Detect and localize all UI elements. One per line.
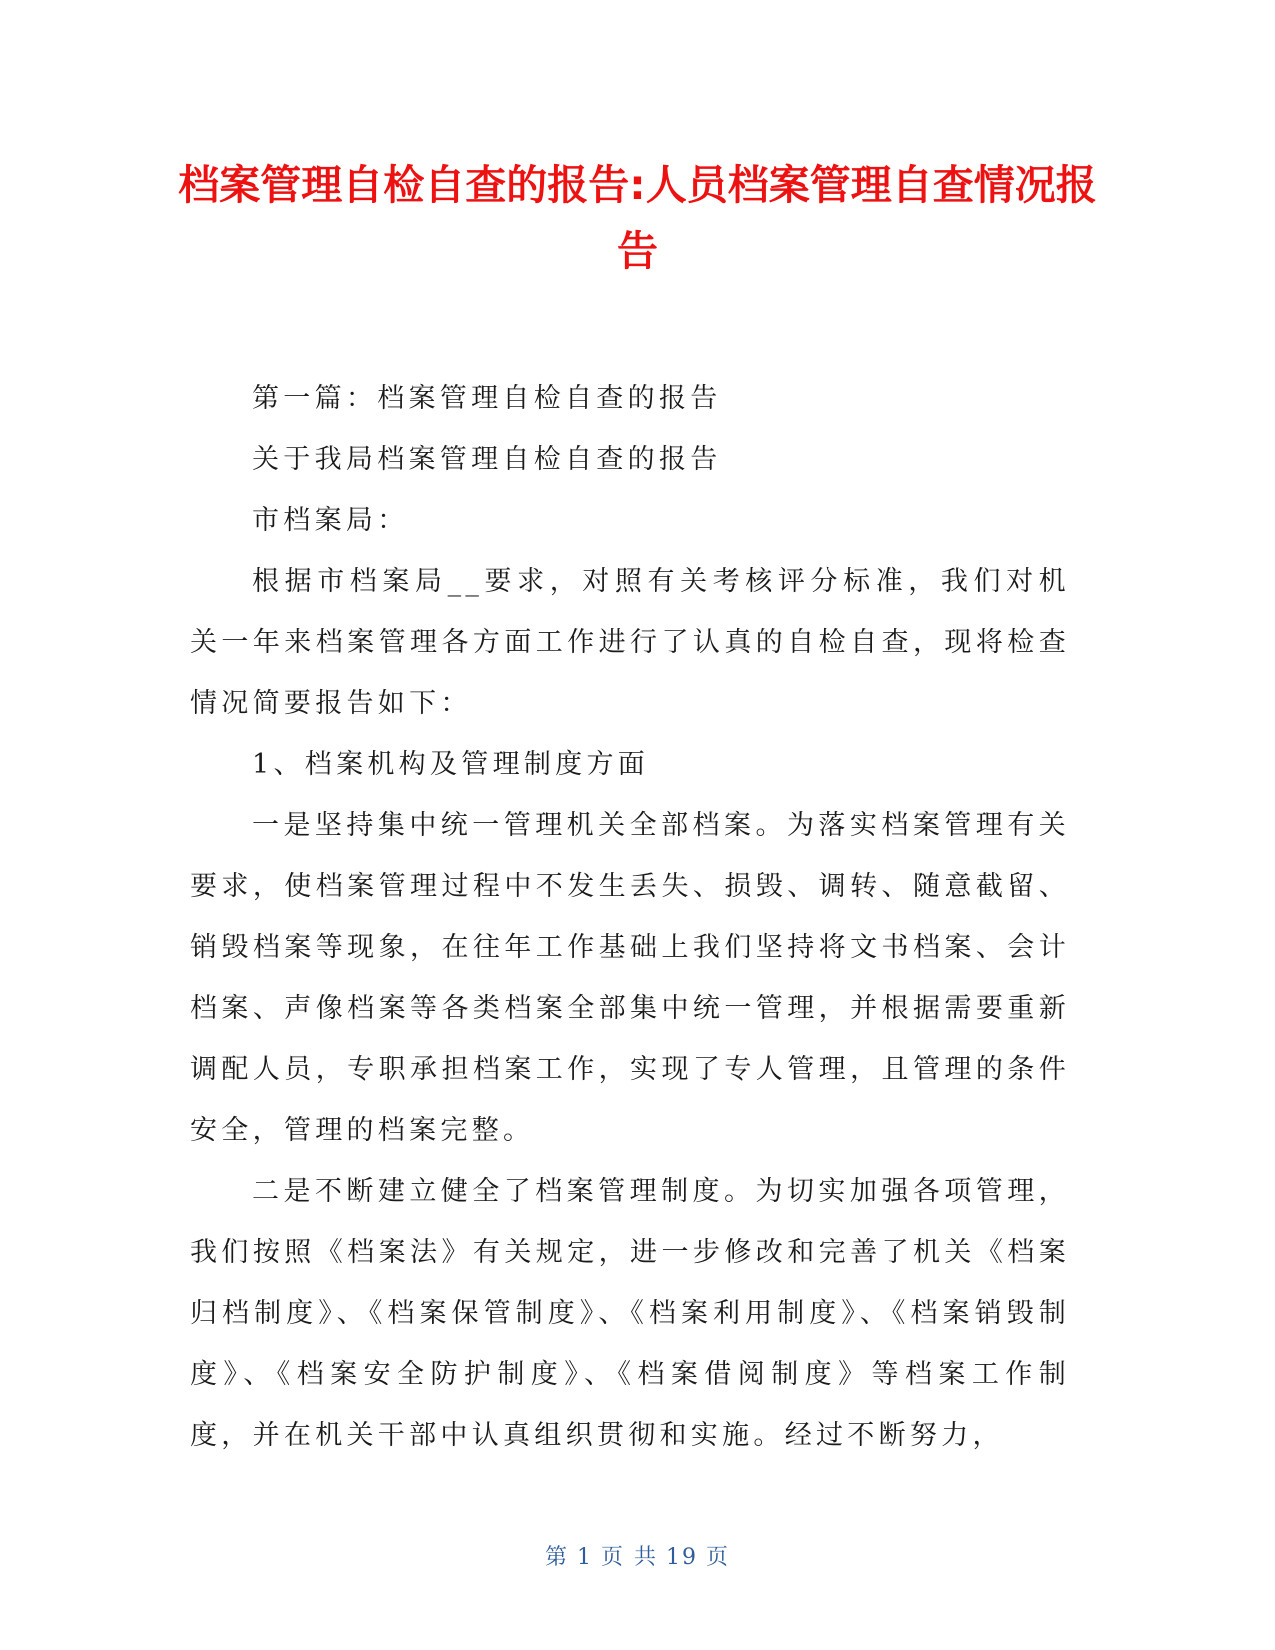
document-title: 档案管理自检自查的报告:人员档案管理自查情况报告 xyxy=(178,161,1097,275)
footer-current-page: 1 xyxy=(577,1545,593,1570)
paragraph-point-one: 一是坚持集中统一管理机关全部档案。为落实档案管理有关要求，使档案管理过程中不发生丢失、损毁、调转、随意截留、销毁档案等现象，在往年工作基础上我们坚持将文书档案、会计档案、声像档案等各类档案全部集中统一管理，并根据需要重新调配人员，专职承担档案工作，实现了专人管理，且管理的条件安全，管理的档案完整。 xyxy=(190,810,1070,1146)
page-footer xyxy=(0,1540,1275,1571)
paragraph-intro: 根据市档案局__要求，对照有关考核评分标准，我们对机关一年来档案管理各方面工作进行了认真的自检自查，现将检查情况简要报告如下： xyxy=(190,566,1070,719)
paragraph-report-title: 关于我局档案管理自检自查的报告 xyxy=(252,444,722,475)
document-body xyxy=(190,368,1070,1466)
footer-prefix: 第 xyxy=(544,1545,569,1570)
footer-middle: 页 共 xyxy=(601,1545,658,1570)
footer-suffix: 页 xyxy=(706,1545,731,1570)
footer-total-pages: 19 xyxy=(666,1545,698,1570)
paragraph-section-heading: 1、档案机构及管理制度方面 xyxy=(252,749,650,780)
paragraph-addressee: 市档案局： xyxy=(252,505,409,536)
paragraph-part-heading: 第一篇：档案管理自检自查的报告 xyxy=(252,383,722,414)
paragraph-point-two: 二是不断建立健全了档案管理制度。为切实加强各项管理，我们按照《档案法》有关规定，进一步修改和完善了机关《档案归档制度》、《档案保管制度》、《档案利用制度》、《档案销毁制度》、《档案安全防护制度》、《档案借阅制度》等档案工作制度，并在机关干部中认真组织贯彻和实施。经过不断努力， xyxy=(190,1176,1070,1451)
